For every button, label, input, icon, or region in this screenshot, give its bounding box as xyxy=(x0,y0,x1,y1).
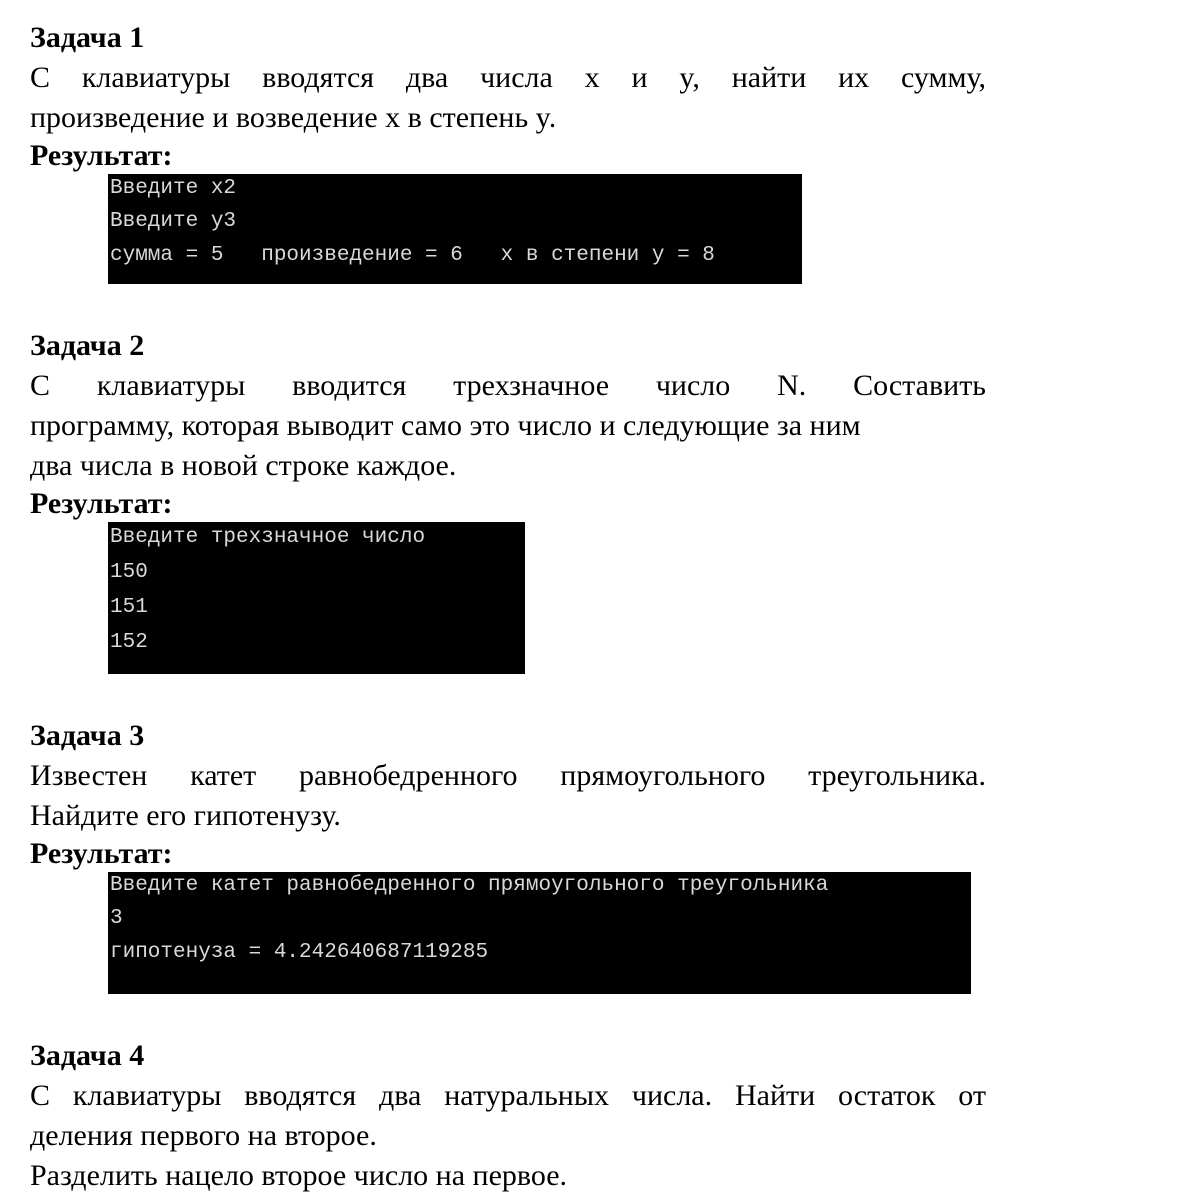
task-1-console-line-3: сумма = 5 произведение = 6 x в степени y = 8 xyxy=(110,244,715,267)
task-1-description-line-1: С клавиатуры вводятся два числа x и y, найти их сумму, xyxy=(30,61,986,94)
task-4-description xyxy=(30,1076,986,1196)
task-3-description-line-1: Известен катет равнобедренного прямоугольного треугольника. xyxy=(30,759,986,792)
task-2-description-line-3: два числа в новой строке каждое. xyxy=(30,449,457,482)
task-1-console-line-1: Введите x2 xyxy=(110,177,237,200)
task-3-result-label: Результат: xyxy=(30,837,173,870)
task-4-heading: Задача 4 xyxy=(30,1039,145,1072)
task-2-result-label: Результат: xyxy=(30,487,173,520)
task-2-description-line-1: С клавиатуры вводится трехзначное число N. Составить xyxy=(30,369,986,402)
task-1-description-line-2: произведение и возведение x в степень y. xyxy=(30,101,557,134)
task-3-description-line-2: Найдите его гипотенузу. xyxy=(30,799,341,832)
task-2-console-output xyxy=(108,522,525,674)
task-2-console-line-2: 150 xyxy=(110,561,148,584)
task-2-console-line-3: 151 xyxy=(110,596,148,619)
task-1-description xyxy=(30,58,986,138)
task-1-console-output xyxy=(108,174,802,284)
task-3-heading: Задача 3 xyxy=(30,719,145,752)
task-3-console-line-3: гипотенуза = 4.242640687119285 xyxy=(110,941,489,964)
task-3-console-line-2: 3 xyxy=(110,907,123,930)
task-3-description xyxy=(30,756,986,836)
task-1-result-label: Результат: xyxy=(30,139,173,172)
task-3-console-output xyxy=(108,872,971,994)
task-2-heading: Задача 2 xyxy=(30,329,145,362)
task-1-console-line-2: Введите y3 xyxy=(110,210,237,233)
task-1-heading: Задача 1 xyxy=(30,21,145,54)
task-2-description-line-2: программу, которая выводит само это число и следующие за ним xyxy=(30,409,861,442)
task-2-description xyxy=(30,366,986,486)
task-3-console-line-1: Введите катет равнобедренного прямоугольного треугольника xyxy=(110,874,829,897)
task-4-description-line-2: деления первого на второе. xyxy=(30,1119,377,1152)
task-2-console-line-1: Введите трехзначное число xyxy=(110,526,426,549)
task-2-console-line-4: 152 xyxy=(110,631,148,654)
task-4-description-line-3: Разделить нацело второе число на первое. xyxy=(30,1159,568,1192)
task-4-description-line-1: С клавиатуры вводятся два натуральных числа. Найти остаток от xyxy=(30,1079,986,1112)
